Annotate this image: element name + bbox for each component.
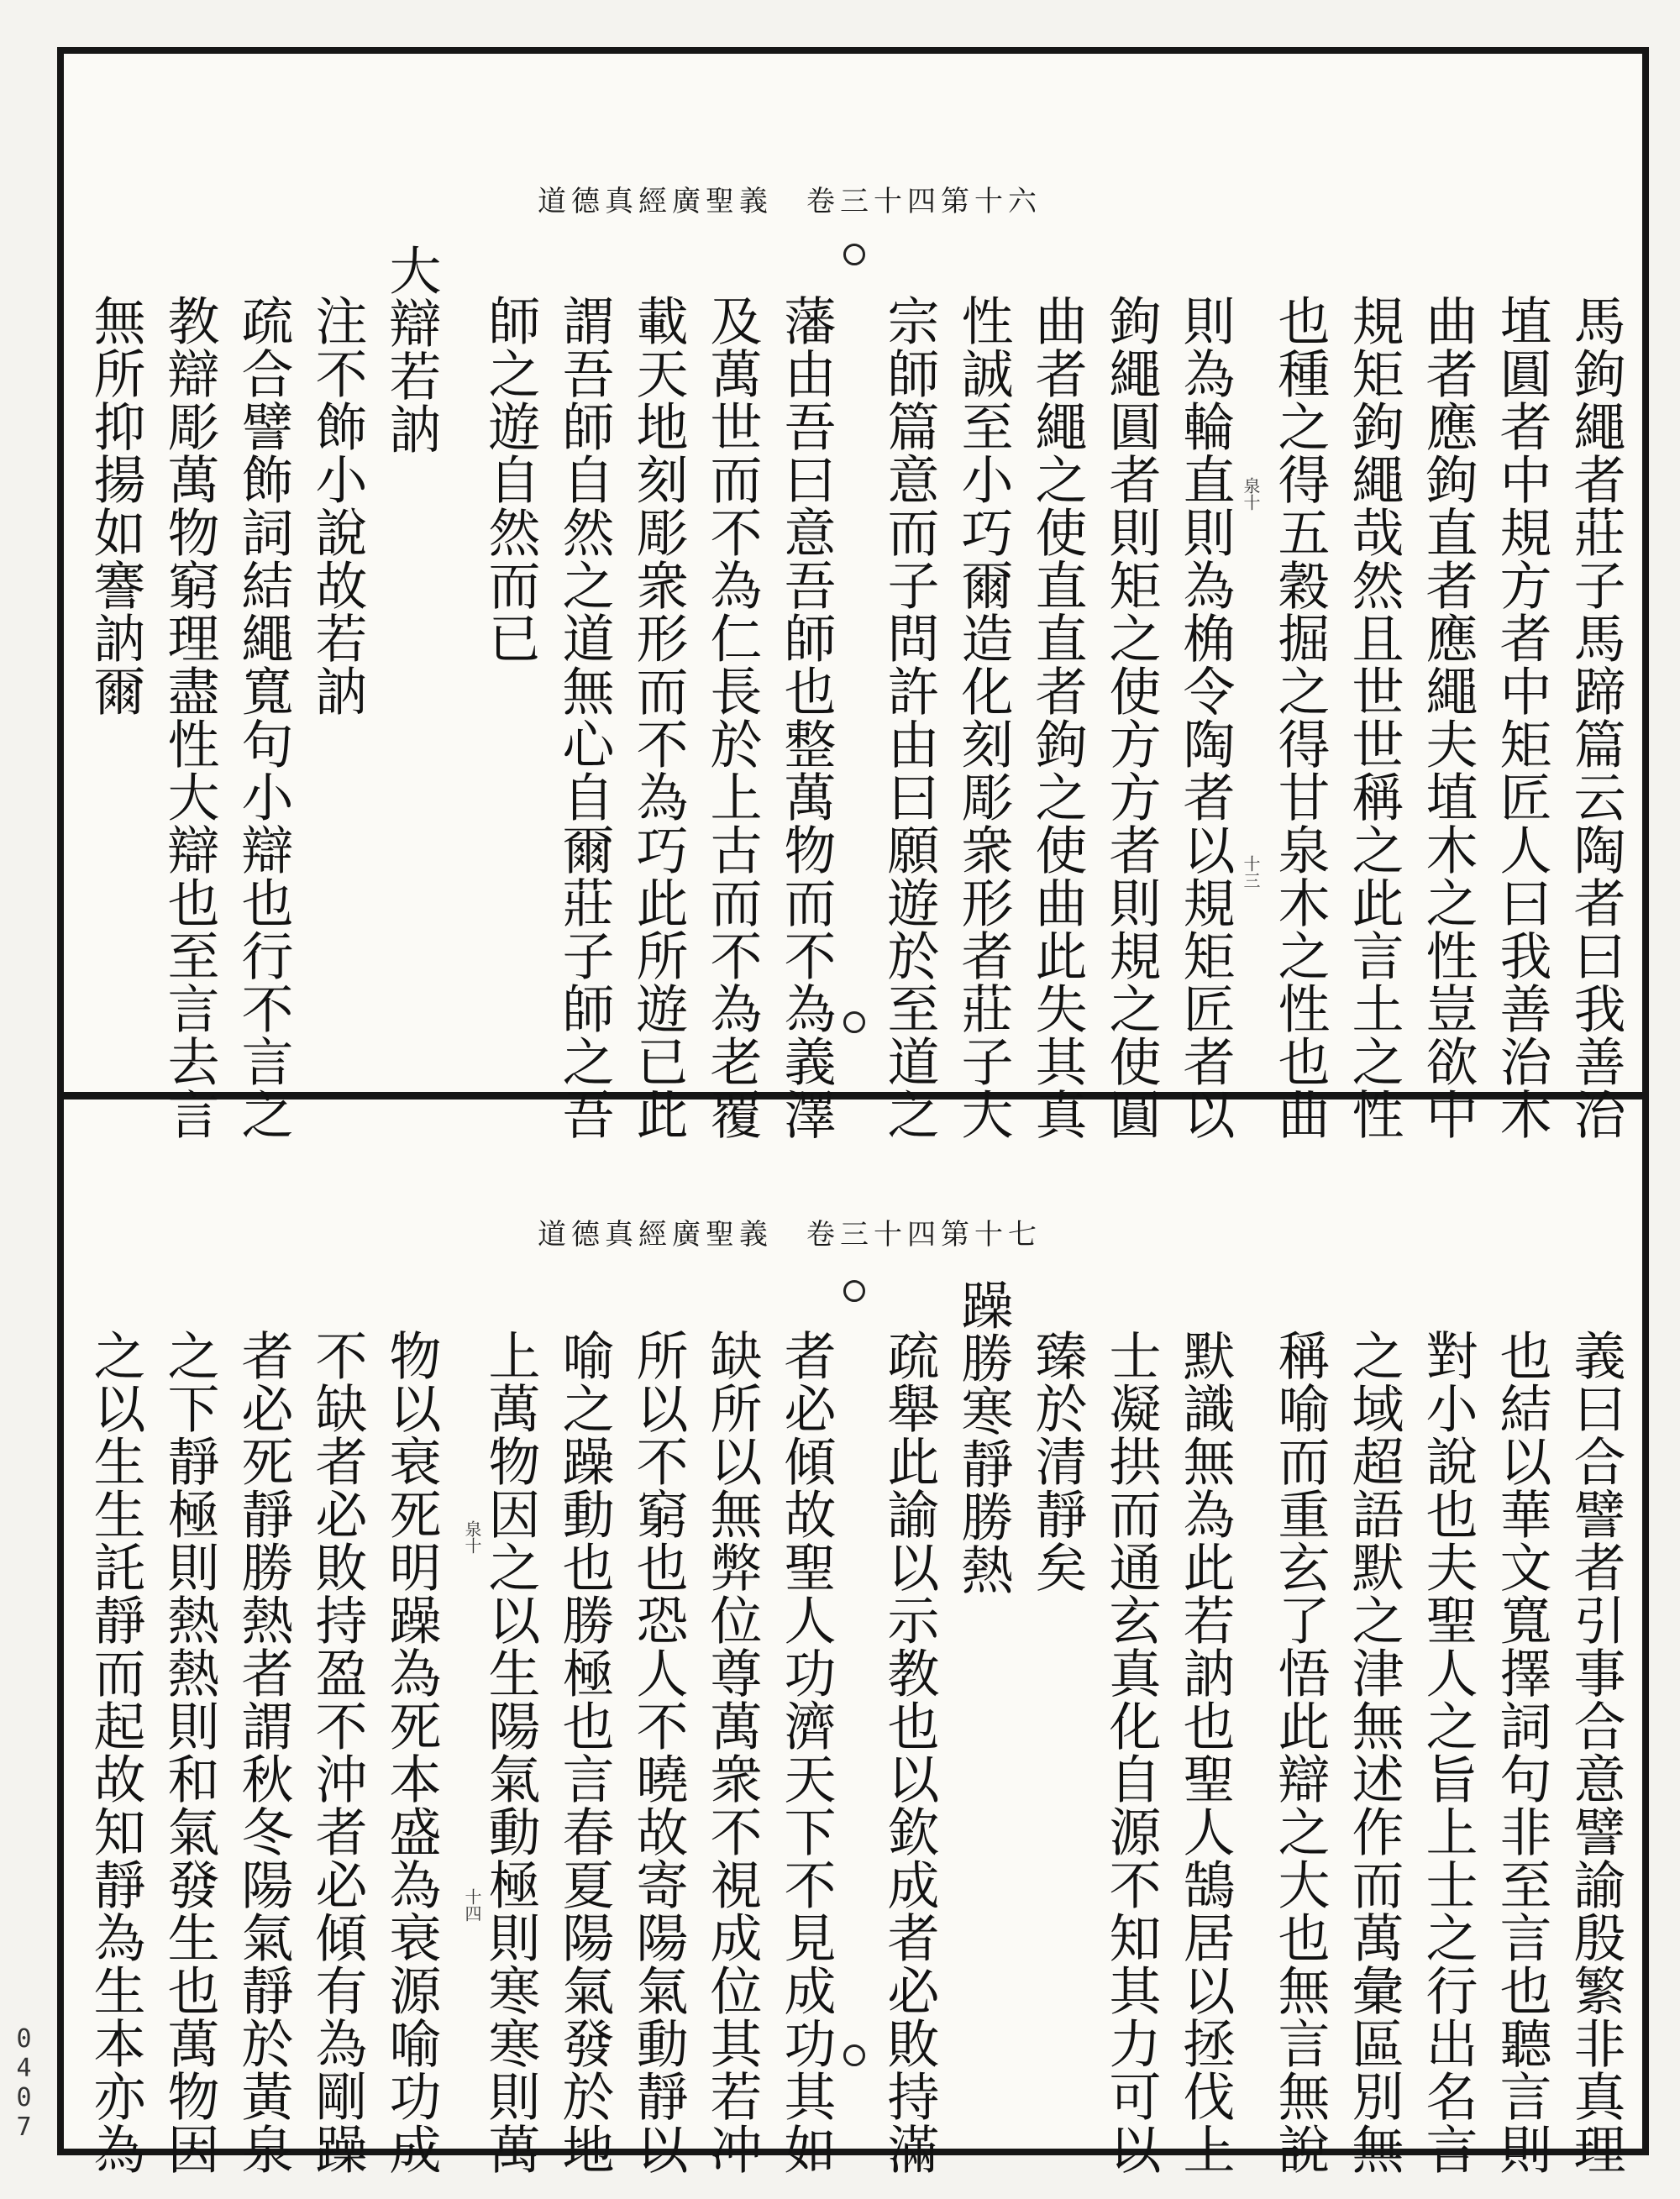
lower-column-5: 稱喻而重玄了悟此辯之大也無言無說 <box>1269 1329 1331 2175</box>
lower-margin-note-2: 十四 <box>462 1888 482 1922</box>
upper-column-17: 注不飾小說故若訥 <box>307 294 368 717</box>
lower-circle-bottom <box>843 2044 865 2066</box>
lower-column-17: 不缺者必敗持盈不沖者必傾有為剛躁 <box>307 1329 368 2175</box>
lower-column-6: 默識無為此若訥也聖人鵠居以拯伐上 <box>1174 1329 1236 2175</box>
leaf-number: 0407 <box>9 2024 39 2142</box>
lower-circle-top <box>843 1280 865 1302</box>
lower-column-7: 士凝拱而通玄真化自源不知其力可以 <box>1100 1329 1162 2175</box>
upper-header: 道德真經廣聖義 卷三十四第十六 <box>538 185 1042 218</box>
upper-column-13: 載天地刻彫衆形而不為巧此所遊已此 <box>627 294 689 1141</box>
upper-column-7: 鉤繩圓者則矩之使方方者則規之使圓 <box>1100 294 1162 1141</box>
upper-column-16: 大辯若訥 <box>381 244 442 455</box>
upper-margin-note-1: 泉十 <box>1241 477 1261 511</box>
lower-column-19: 之下靜極則熱熱則和氣發生也萬物因 <box>159 1329 220 2175</box>
lower-column-2: 也結以華文寬擇詞句非至言也聽言則 <box>1491 1329 1552 2175</box>
lower-column-4: 之域超語默之津無述作而萬彙區別無 <box>1343 1329 1404 2175</box>
lower-column-1: 義曰合譬者引事合意譬諭殷繁非真理 <box>1565 1329 1626 2175</box>
lower-header: 道德真經廣聖義 卷三十四第十七 <box>538 1218 1042 1252</box>
lower-column-13: 所以不窮也恐人不曉故寄陽氣動靜以 <box>627 1329 689 2175</box>
upper-column-1: 馬鉤繩者莊子馬蹄篇云陶者曰我善治 <box>1565 294 1626 1141</box>
upper-column-11: 藩由吾曰意吾師也整萬物而不為義澤 <box>775 294 837 1141</box>
upper-circle-bottom <box>843 1011 865 1033</box>
upper-column-20: 無所抑揚如謇訥爾 <box>85 294 146 717</box>
upper-column-2: 埴圓者中規方者中矩匠人曰我善治木 <box>1491 294 1552 1141</box>
lower-column-12: 缺所以無弊位尊萬衆不視成位其若冲 <box>701 1329 763 2175</box>
lower-column-15: 上萬物因之以生陽氣動極則寒寒則萬 <box>480 1329 541 2175</box>
upper-column-10: 宗師篇意而子問許由曰願遊於至道之 <box>879 294 940 1141</box>
upper-column-5: 也種之得五穀掘之得甘泉木之性也曲 <box>1269 294 1331 1141</box>
upper-column-19: 教辯彫萬物窮理盡性大辯也至言去言 <box>159 294 220 1141</box>
half-divider <box>57 1092 1649 1100</box>
upper-circle-top <box>843 244 865 265</box>
page-frame <box>57 47 1649 2155</box>
upper-column-15: 師之遊自然而已 <box>480 294 541 664</box>
lower-column-18: 者必死靜勝熱者謂秋冬陽氣靜於黃泉 <box>233 1329 294 2175</box>
lower-column-11: 者必傾故聖人功濟天下不見成功其如 <box>775 1329 837 2175</box>
lower-column-3: 對小說也夫聖人之旨上士之行出名言 <box>1417 1329 1478 2175</box>
lower-column-10: 疏舉此諭以示教也以欽成者必敗持滿 <box>879 1329 940 2175</box>
upper-column-18: 疏合譬飾詞結繩寬句小辯也行不言之 <box>233 294 294 1141</box>
upper-column-9: 性誠至小巧爾造化刻彫衆形者莊子大 <box>953 294 1014 1141</box>
upper-margin-note-2: 十三 <box>1241 855 1261 889</box>
lower-column-20: 之以生生託靜而起故知靜為生本亦為 <box>85 1329 146 2175</box>
upper-column-4: 規矩鉤繩哉然且世世稱之此言土之性 <box>1343 294 1404 1141</box>
lower-column-16: 物以衰死明躁為死本盛為衰源喻功成 <box>381 1329 442 2175</box>
upper-column-8: 曲者繩之使直直者鉤之使曲此失其真 <box>1026 294 1088 1141</box>
lower-column-8: 臻於清靜矣 <box>1026 1329 1088 1593</box>
upper-column-3: 曲者應鉤直者應繩夫埴木之性豈欲中 <box>1417 294 1478 1141</box>
lower-column-14: 喻之躁動也勝極也言春夏陽氣發於地 <box>554 1329 615 2175</box>
lower-column-9: 躁勝寒靜勝熱 <box>953 1278 1014 1596</box>
upper-column-14: 謂吾師自然之道無心自爾莊子師之吾 <box>554 294 615 1141</box>
upper-column-12: 及萬世而不為仁長於上古而不為老覆 <box>701 294 763 1141</box>
upper-column-6: 則為輪直則為桷令陶者以規矩匠者以 <box>1174 294 1236 1141</box>
lower-margin-note-1: 泉十 <box>462 1520 482 1554</box>
